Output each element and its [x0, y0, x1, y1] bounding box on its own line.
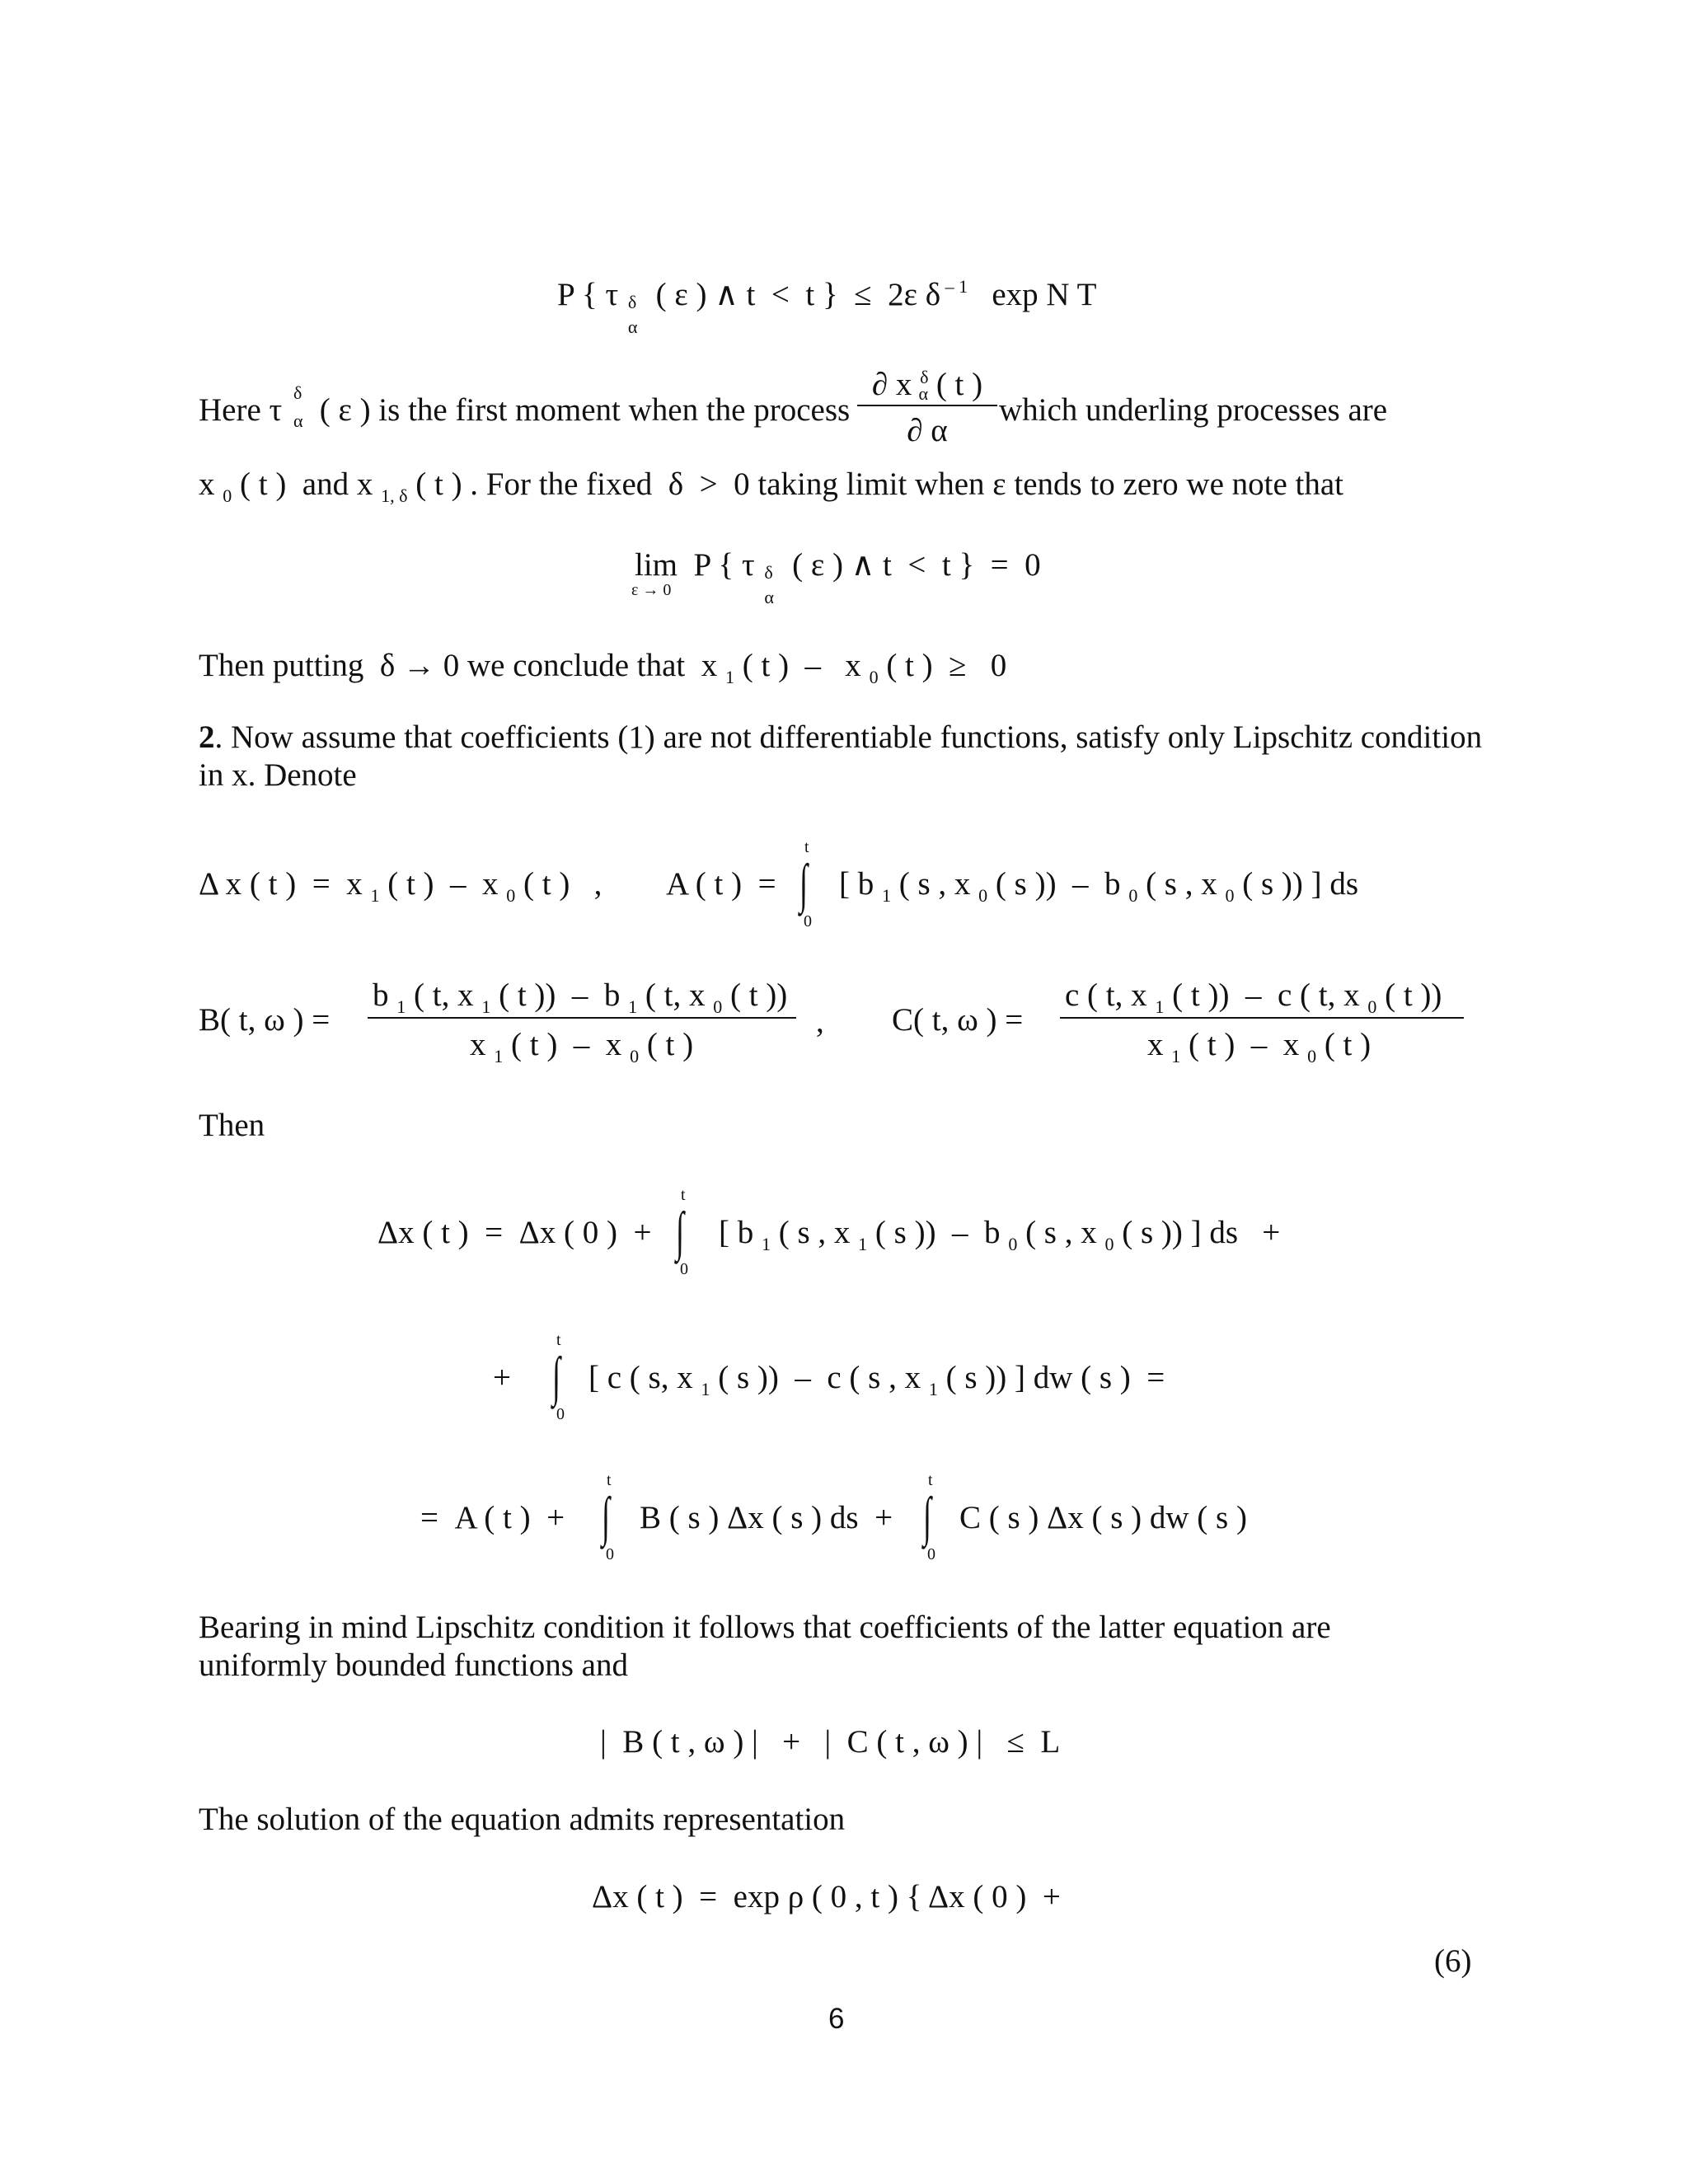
integral-upper-then3b: t: [928, 1471, 933, 1489]
equation-number: (6): [1434, 1943, 1472, 1979]
item-number: 2: [199, 719, 215, 755]
equation-then-line1-integrand: [ b $_1$ ( s , x $_1$ ( s )) – b $_0$ ( s , x $_0$ ( s )) ] ds +: [719, 1215, 1281, 1254]
equation-C-lhs: C( t, ω ) =: [892, 1002, 1024, 1038]
text-then: Then: [199, 1108, 265, 1143]
equation-C-denominator: x $_1$ ( t ) – x $_0$ ( t ): [1147, 1027, 1372, 1066]
equation-B-lhs: B( t, ω ) =: [199, 1002, 331, 1038]
comma-separator: ,: [816, 1004, 824, 1039]
equation-bound-L: | B ( t , ω ) | + | C ( t , ω ) | ≤ L: [600, 1724, 1061, 1760]
integral-sign-then3a: ∫: [602, 1487, 610, 1547]
integral-sign-A: ∫: [799, 854, 808, 914]
equation-delta-x-definition: Δ x ( t ) = x $_1$ ( t ) – x $_0$ ( t ) ,: [199, 866, 603, 906]
equation-A-definition: A ( t ) =: [666, 866, 776, 902]
equation-then-line2-integrand: [ c ( s, x $_1$ ( s )) – c ( s , x $_1$ ( s )) ] dw ( s ) =: [588, 1360, 1165, 1399]
equation-B-numerator: b $_1$ ( t, x $_1$ ( t )) – b $_1$ ( t, x $_0$ ( t )): [373, 977, 788, 1017]
equation-probability-bound: P { τ δ α ( ε ) ∧ t < t } ≤ 2ε δ $^{- 1}$ exp N T: [557, 276, 1097, 337]
integral-upper-then2: t: [556, 1331, 561, 1349]
integral-lower-then1: 0: [680, 1260, 688, 1278]
equation-B-denominator: x $_1$ ( t ) – x $_0$ ( t ): [470, 1027, 694, 1066]
fraction-bar-B: [368, 1017, 796, 1019]
equation-then-line3-lhs: = A ( t ) +: [420, 1500, 565, 1535]
integral-sign-then1: ∫: [676, 1202, 684, 1262]
paragraph-bearing-lipschitz: Bearing in mind Lipschitz condition it follows that coefficients of the latter equation are uniformly bounded functions and: [199, 1610, 1331, 1683]
equation-representation: Δx ( t ) = exp ρ ( 0 , t ) { Δx ( 0 ) +: [592, 1879, 1061, 1915]
page-number: 6: [828, 2003, 845, 2035]
text-solution-representation: The solution of the equation admits representation: [199, 1802, 846, 1837]
item-text: . Now assume that coefficients (1) are not differentiable functions, satisfy only Lipschitz condition in x. Denote: [199, 719, 1483, 793]
equation-A-integrand: [ b $_1$ ( s , x $_0$ ( s )) – b $_0$ ( s , x $_0$ ( s )) ] ds: [839, 866, 1359, 906]
text-fixed-delta: x $_0$ ( t ) and x $_{1, \delta}$ ( t ) . For the fixed δ > 0 taking limit when ε tends to zero we note that: [199, 466, 1344, 506]
equation-C-numerator: c ( t, x $_1$ ( t )) – c ( t, x $_0$ ( t )): [1065, 977, 1442, 1017]
limit-subscript: ε → 0: [631, 581, 672, 599]
integral-lower-then3a: 0: [606, 1545, 614, 1563]
equation-then-line2-plus: +: [493, 1360, 511, 1395]
integral-sign-then2: ∫: [552, 1347, 560, 1407]
text-then-putting: Then putting δ → 0 we conclude that x $_1$ ( t ) – x $_0$ ( t ) ≥ 0: [199, 648, 1007, 687]
integral-lower-A: 0: [804, 912, 812, 930]
text-underling-processes: which underling processes are: [999, 392, 1388, 428]
equation-then-line3-B-term: B ( s ) Δx ( s ) ds +: [640, 1500, 893, 1535]
integral-lower-then3b: 0: [927, 1545, 935, 1563]
text-here-first-moment: Here τ δ α ( ε ) is the first moment when the process: [199, 382, 851, 431]
integral-upper-then1: t: [681, 1186, 686, 1204]
paragraph-item-2: [199, 719, 1484, 794]
integral-upper-then3a: t: [607, 1471, 612, 1489]
fraction-bar-C: [1060, 1017, 1464, 1019]
equation-then-line3-C-term: C ( s ) Δx ( s ) dw ( s ): [959, 1500, 1247, 1535]
integral-sign-then3b: ∫: [923, 1487, 931, 1547]
equation-then-line1-lhs: Δx ( t ) = Δx ( 0 ) +: [377, 1215, 652, 1250]
integral-upper-A: t: [804, 838, 809, 856]
fraction-partial-derivative: ∂ x $^\delta$α ( t ) ∂ α: [857, 366, 997, 402]
equation-limit: lim P { τ δ α ( ε ) ∧ t < t } = 0: [635, 547, 1041, 607]
integral-lower-then2: 0: [556, 1405, 565, 1423]
